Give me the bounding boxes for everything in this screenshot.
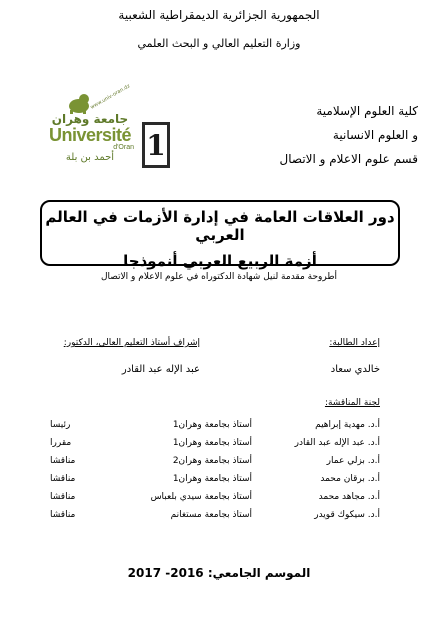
- jury-member-name: أ.د. بزلي عمار: [326, 456, 380, 466]
- jury-row: [0, 438, 438, 454]
- jury-member-affiliation: أستاذ بجامعة سيدي بلعباس: [150, 492, 252, 502]
- jury-member-affiliation: أستاذ بجامعة وهران1: [172, 420, 252, 430]
- academic-year: الموسم الجامعي: 2016- 2017: [127, 566, 311, 580]
- jury-member-name: أ.د. مجاهد محمد: [318, 492, 380, 502]
- jury-member-name: أ.د. سيكوك قويدر: [314, 510, 380, 520]
- thesis-title-line2: أزمة الربيع العربي أنموذجا: [123, 252, 317, 270]
- jury-member-role: مقررا: [50, 438, 72, 448]
- ministry-header: وزارة التعليم العالي و البحث العلمي: [137, 37, 301, 50]
- faculty-line1: كلية العلوم الإسلامية: [316, 104, 418, 118]
- thesis-title-line1: دور العلاقات العامة في إدارة الأزمات في العالم العربي: [45, 208, 395, 244]
- jury-member-role: رئيسا: [50, 420, 71, 430]
- supervisor-name: عبد الإله عبد القادر: [121, 364, 200, 375]
- jury-row: [0, 510, 438, 526]
- jury-member-role: مناقشا: [50, 474, 76, 484]
- jury-member-role: مناقشا: [50, 456, 76, 466]
- university-logo: [42, 83, 170, 178]
- jury-member-affiliation: أستاذ بجامعة وهران2: [172, 456, 252, 466]
- logo-arabic-sub: أحمد بن بلة: [65, 152, 115, 163]
- student-name: خالدي سعاد: [330, 364, 380, 375]
- jury-row: [0, 474, 438, 490]
- thesis-title-box: [40, 200, 400, 270]
- jury-member-role: مناقشا: [50, 510, 76, 520]
- jury-label: لجنة المناقشة:: [324, 398, 380, 408]
- logo-url: www.univ-oran.dz: [89, 83, 132, 111]
- jury-row: [0, 420, 438, 436]
- jury-member-name: أ.د. مهدية إبراهيم: [315, 420, 380, 430]
- jury-member-role: مناقشا: [50, 492, 76, 502]
- jury-member-affiliation: أستاذ بجامعة مستغانم: [170, 510, 252, 520]
- logo-arabic-name: جامعة وهران: [51, 112, 129, 126]
- jury-row: [0, 456, 438, 472]
- supervisor-label: إشراف أستاذ التعليم العالي، الدكتور:: [63, 338, 200, 348]
- jury-member-name: أ.د. برقان محمد: [320, 474, 380, 484]
- logo-latin-name: Université: [48, 125, 132, 145]
- student-label: إعداد الطالبة:: [329, 338, 380, 348]
- department-line: قسم علوم الاعلام و الاتصال: [279, 152, 418, 166]
- lion-emblem-icon: [66, 92, 92, 114]
- logo-number: 1: [142, 122, 170, 168]
- thesis-subtitle: أطروحة مقدمة لنيل شهادة الدكتوراه في علوم الاعلام و الاتصال: [100, 272, 338, 282]
- faculty-line2: و العلوم الانسانية: [332, 128, 418, 142]
- logo-latin-city: d'Oran: [113, 144, 134, 151]
- republic-header: الجمهورية الجزائرية الديمقراطية الشعبية: [118, 8, 320, 22]
- jury-member-name: أ.د. عبد الإله عبد القادر: [294, 438, 380, 448]
- jury-member-affiliation: أستاذ بجامعة وهران1: [172, 438, 252, 448]
- jury-row: [0, 492, 438, 508]
- jury-member-affiliation: أستاذ بجامعة وهران1: [172, 474, 252, 484]
